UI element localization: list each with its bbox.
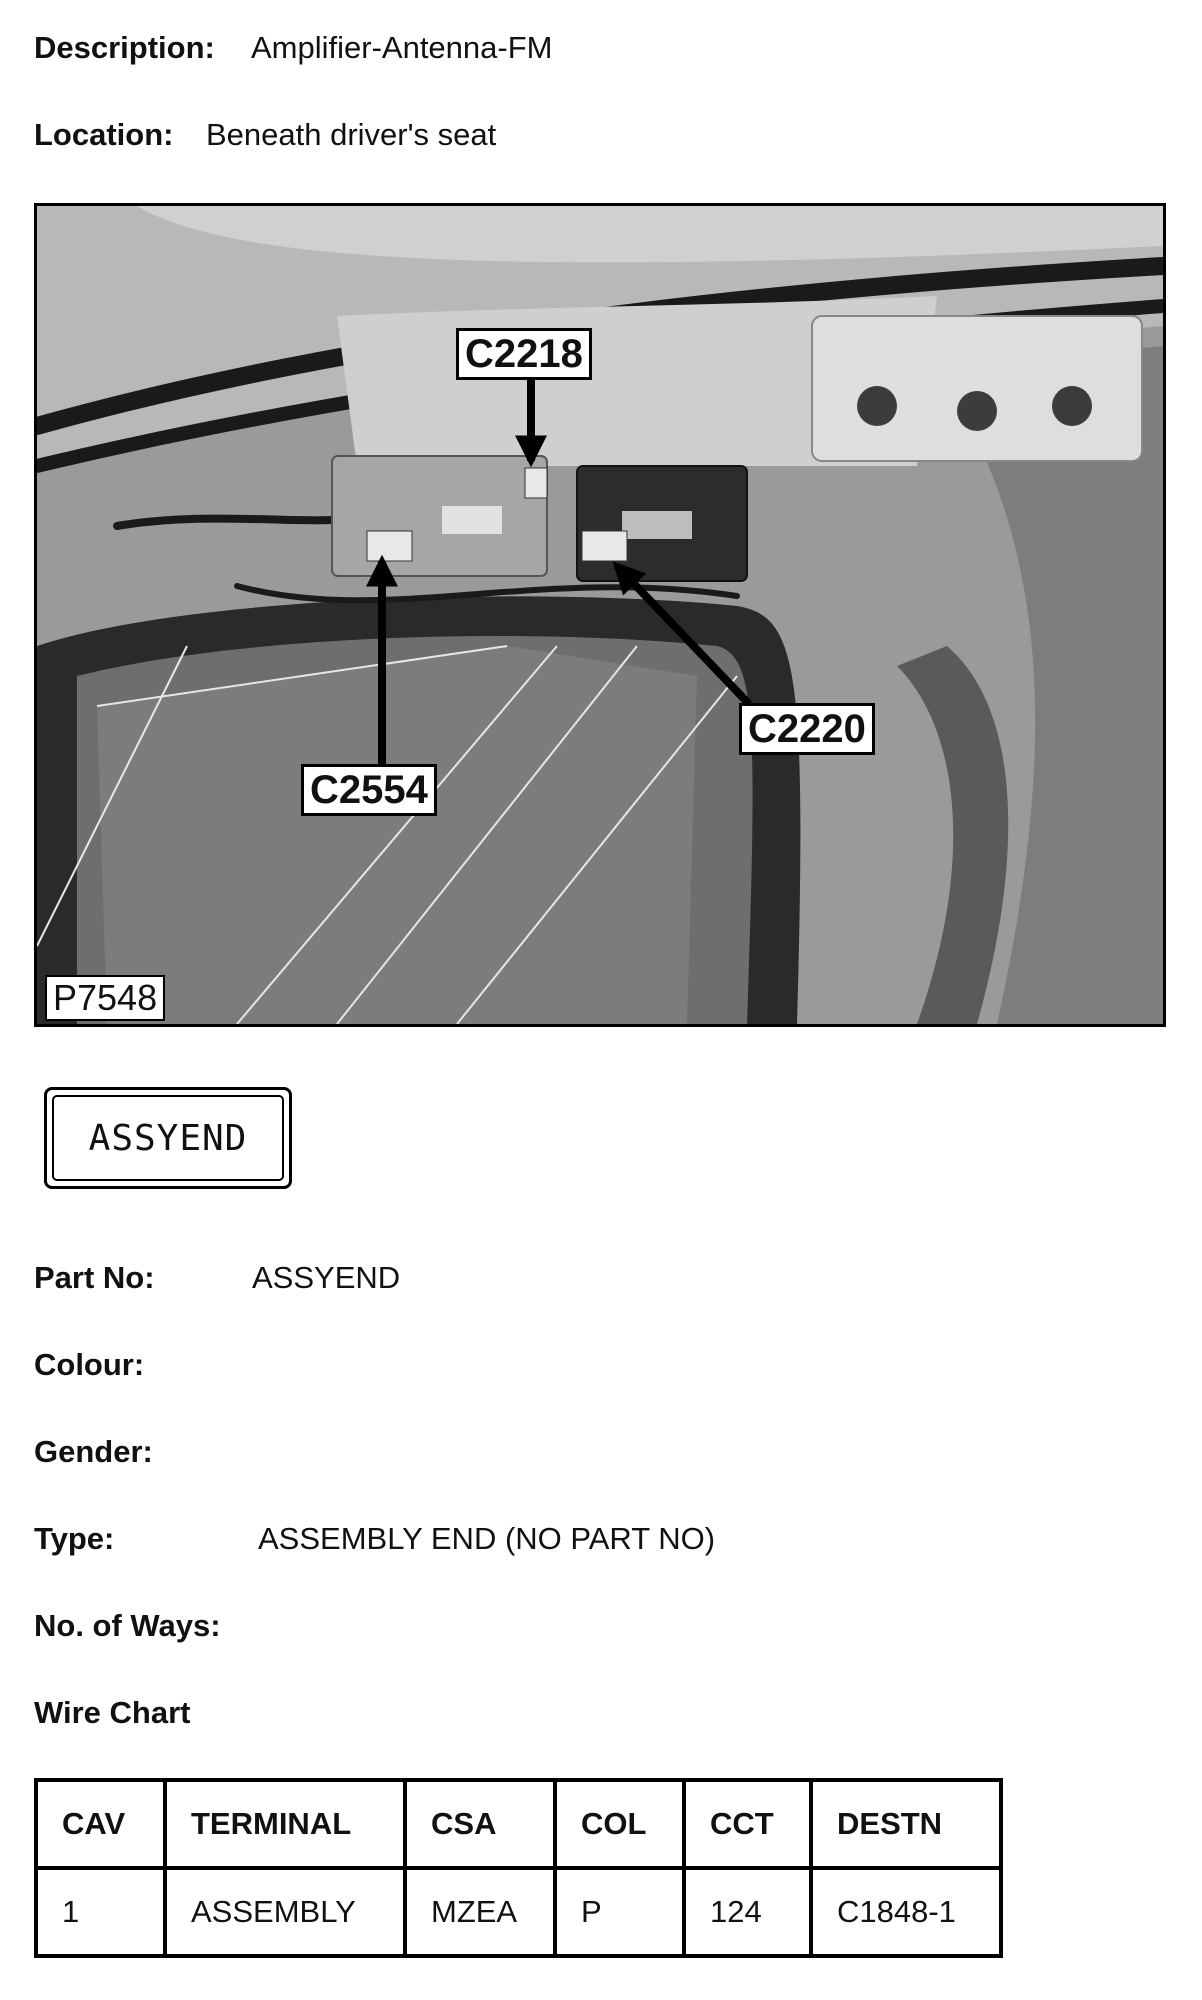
wire-chart-title: Wire Chart — [34, 1695, 191, 1730]
column-header-terminal: TERMINAL — [165, 1780, 405, 1868]
type-value: ASSEMBLY END (NO PART NO) — [258, 1521, 716, 1556]
description-value: Amplifier-Antenna-FM — [251, 30, 553, 65]
cell-destn: C1848-1 — [811, 1868, 1001, 1956]
table-header-row — [36, 1780, 1001, 1868]
part-no-value: ASSYEND — [252, 1260, 401, 1295]
callout-c2218: C2218 — [456, 328, 592, 380]
connector-face-logo — [44, 1087, 292, 1189]
column-header-csa: CSA — [405, 1780, 555, 1868]
component-location-photo — [34, 203, 1166, 1027]
ways-label: No. of Ways: — [34, 1608, 221, 1643]
type-label: Type: — [34, 1521, 115, 1556]
location-label: Location: — [34, 117, 174, 152]
column-header-cav: CAV — [36, 1780, 165, 1868]
cell-terminal: ASSEMBLY — [165, 1868, 405, 1956]
location-value: Beneath driver's seat — [206, 117, 497, 152]
column-header-destn: DESTN — [811, 1780, 1001, 1868]
callout-c2554: C2554 — [301, 764, 437, 816]
part-no-label: Part No: — [34, 1260, 155, 1295]
callout-c2220: C2220 — [739, 703, 875, 755]
cell-col: P — [555, 1868, 684, 1956]
colour-label: Colour: — [34, 1347, 145, 1382]
table-row — [36, 1868, 1001, 1956]
column-header-cct: CCT — [684, 1780, 811, 1868]
photo-id-label: P7548 — [45, 975, 165, 1021]
cell-cct: 124 — [684, 1868, 811, 1956]
column-header-col: COL — [555, 1780, 684, 1868]
gender-label: Gender: — [34, 1434, 153, 1469]
connector-face-text: ASSYEND — [52, 1095, 284, 1181]
wire-chart-table — [34, 1778, 1003, 1958]
cell-cav: 1 — [36, 1868, 165, 1956]
description-label: Description: — [34, 30, 215, 65]
photo-illustration — [37, 206, 1163, 1024]
cell-csa: MZEA — [405, 1868, 555, 1956]
